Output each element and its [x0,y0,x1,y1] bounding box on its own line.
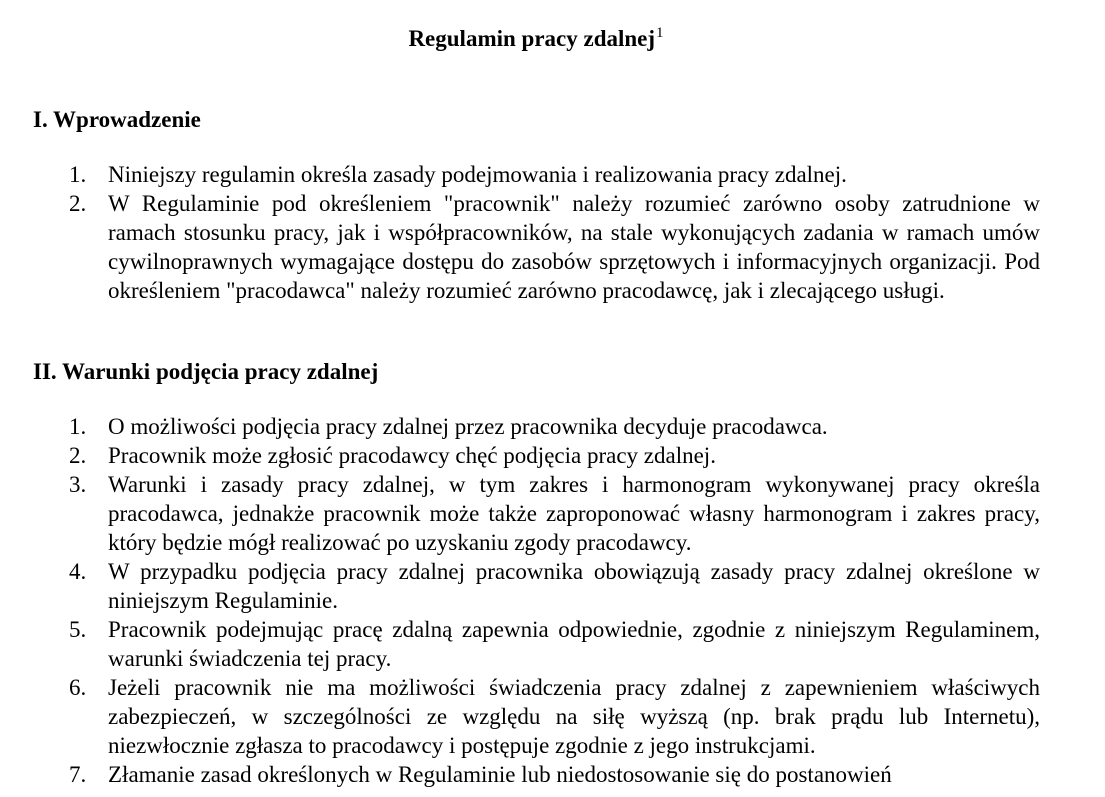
numbered-list [33,160,1040,305]
list-item-number: 6. [69,675,87,700]
list-item-number: 3. [69,472,87,497]
document-title [0,24,1072,57]
list-item-number: 7. [69,762,87,787]
list-item [33,189,1040,305]
list-item [33,441,1040,470]
list-item-text: O możliwości podjęcia pracy zdalnej przez pracownika decyduje pracodawca. [108,414,828,439]
list-item-text: W Regulaminie pod określeniem "pracownik" należy rozumieć zarówno osoby zatrudnione w ramach stosunku pracy, jak i współpracowników, na stale wykonujących zadania w ramach umów cywilnoprawnych wymagające dostępu do zasobów sprzętowych i informacyjnych organizacji. Pod określeniem "pracodawca" należy rozumieć zarówno pracodawcę, jak i zlecającego usługi. [108,191,1040,303]
list-item [33,673,1040,760]
section-heading: II. Warunki podjęcia pracy zdalnej [33,359,379,384]
section-introduction [33,105,1040,305]
list-item [33,760,1040,789]
title-footnote-mark[interactable]: 1 [656,25,664,41]
list-item-number: 2. [69,443,87,468]
numbered-list [33,412,1040,789]
list-item-text: Warunki i zasady pracy zdalnej, w tym zakres i harmonogram wykonywanej pracy określa pracodawca, jednakże pracownik może także zaproponować własny harmonogram i zakres pracy, który będzie mógł realizować po uzyskaniu zgody pracodawcy. [108,472,1040,555]
document-title-text: Regulamin pracy zdalnej [408,26,656,51]
list-item-text: Jeżeli pracownik nie ma możliwości świadczenia pracy zdalnej z zapewnieniem właściwych zabezpieczeń, w szczególności ze względu na siłę wyższą (np. brak prądu lub Internetu), niezwłocznie zgłasza to pracodawcy i postępuje zgodnie z jego instrukcjami. [108,675,1040,758]
section-remote-work-conditions [33,357,1040,789]
section-heading: I. Wprowadzenie [33,107,201,132]
list-item-text: Pracownik może zgłosić pracodawcy chęć podjęcia pracy zdalnej. [108,443,716,468]
list-item [33,160,1040,189]
list-item-number: 1. [69,414,87,439]
list-item-number: 1. [69,162,87,187]
list-item-number: 2. [69,191,87,216]
list-item-number: 4. [69,559,87,584]
list-item [33,557,1040,615]
list-item-number: 5. [69,617,87,642]
list-item [33,412,1040,441]
list-item-text: Pracownik podejmując pracę zdalną zapewnia odpowiednie, zgodnie z niniejszym Regulaminem, warunki świadczenia tej pracy. [108,617,1040,671]
list-item-text: W przypadku podjęcia pracy zdalnej pracownika obowiązują zasady pracy zdalnej określone w niniejszym Regulaminie. [108,559,1040,613]
list-item [33,470,1040,557]
list-item-text: Niniejszy regulamin określa zasady podejmowania i realizowania pracy zdalnej. [108,162,847,187]
list-item-text: Złamanie zasad określonych w Regulaminie lub niedostosowanie się do postanowień [108,762,892,787]
list-item [33,615,1040,673]
